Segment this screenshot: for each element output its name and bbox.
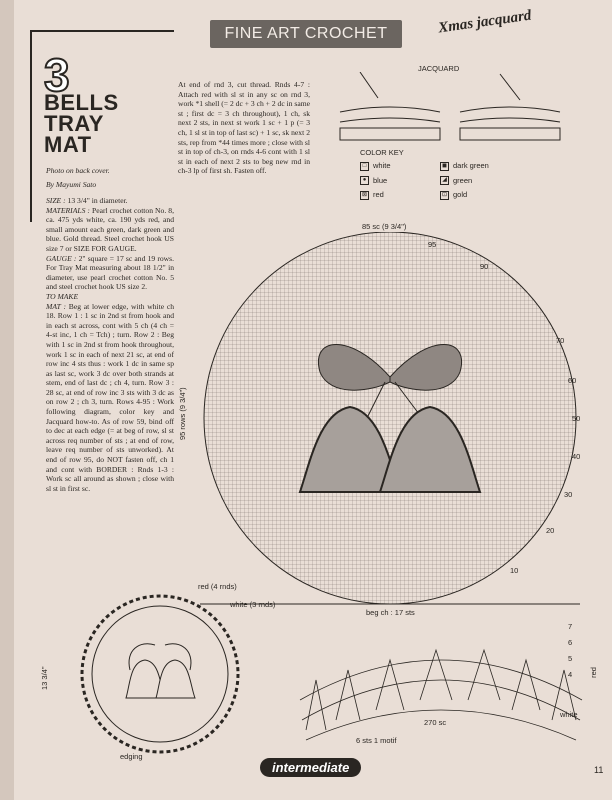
byline: By Mayumi Sato: [46, 180, 97, 189]
section-corner-title: Xmas jacquard: [437, 7, 533, 37]
color-key: [360, 148, 520, 200]
row-tick: 50: [572, 414, 581, 423]
border-round-6: 6: [568, 638, 573, 647]
page-spine: [0, 0, 14, 800]
title-line: TRAY: [44, 111, 104, 136]
title-line: BELLS: [44, 90, 119, 115]
instructions-column-right: At end of rnd 3, cut thread. Rnds 4-7 : Attach red with sl st in any sc on rnd 3, work *1 shell (= 2 dc + 3 ch + 2 dc in same st ; first dc = 3 ch throughout), 1 ch, sk next 2 sts, in next st work 1 sc + 1 p (= 3 ch, 1 sl st in top of last sc) + 1 sc, sk next 2 sts, rep from *44 times more ; close with sl st in top of ch-3, on rnds 4-6 cont with 1 sl st in each of next 2 sts to beg new rnd in ch-3 lp of first sh. Fasten off.: [178, 80, 311, 176]
diagram-diameter: 13 3/4": [40, 666, 49, 690]
skill-level-badge: intermediate: [260, 758, 361, 777]
pattern-title: [44, 92, 119, 155]
border-white-label: white: [560, 710, 578, 719]
chart-width-label: 85 sc (9 3/4"): [362, 222, 407, 231]
instructions-column-left: [46, 196, 174, 493]
size-text: 13 3/4" in diameter.: [67, 196, 128, 205]
border-count: 270 sc: [424, 718, 447, 727]
chart-beg-label: beg ch : 17 sts: [366, 608, 415, 617]
mat-label: MAT :: [46, 301, 67, 311]
chart-height-label: 95 rows (9 3/4"): [178, 387, 187, 440]
key-white: □ white: [360, 161, 440, 171]
key-blue: ● blue: [360, 176, 440, 186]
row-tick: 40: [572, 452, 581, 461]
key-green: ◢ green: [440, 176, 520, 186]
border-red-label: red: [588, 667, 598, 678]
photo-note: Photo on back cover.: [46, 166, 110, 175]
jacquard-diagram: [330, 72, 570, 144]
row-tick: 95: [428, 240, 437, 249]
materials-label: MATERIALS :: [46, 205, 90, 215]
gauge-text: 2" square = 17 sc and 19 rows. For Tray Mat measuring about 18 1/2" in diameter, use pearl crochet cotton No. 5 and steel crochet hook US size 2.: [46, 253, 174, 292]
border-round-4: 4: [568, 670, 573, 679]
mat-text: Beg at lower edge, with white ch 18. Row 1 : 1 sc in 2nd st from hook and in each st across, cont with 5 ch (4 ch = 4-st inc, 1 ch = Tch) ; turn. Row 2 : Beg with 1 sc in 2nd st from hook throughout, work 1 sc in each of next 21 sc, at end of row inc 4 sts thus : work 1 dc in same sp as last sc, work 3 dc over both strands at stem, end of last dc ; ch 4, turn. Row 3 : 28 sc, at end of row inc 3 sts with 3 dc as on row 2 ; ch 3, turn. Rows 4-95 : Work following diagram, color key and Jacquard how-to. As of row 59, bind off to dec at each edge (= at beg of row, sl st across req number of sts ; at end of row, leave req number of sts unworked). At end of row 95, do NOT fasten off, ch 1 and cont with BORDER : Rnds 1-3 : Work sc all around as shown ; close with sl st in first sc.: [46, 301, 175, 493]
gauge-label: GAUGE :: [46, 253, 77, 263]
magazine-banner: FINE ART CROCHET: [210, 20, 402, 48]
key-red: ⊠ red: [361, 190, 384, 200]
color-key-title: COLOR KEY: [360, 148, 404, 157]
row-tick: 90: [480, 262, 489, 271]
row-tick: 30: [564, 490, 573, 499]
pattern-number: 3: [44, 49, 70, 101]
page-number: 11: [594, 765, 604, 775]
mat-overview-diagram: [60, 590, 260, 758]
row-tick: 10: [510, 566, 519, 575]
diagram-white-label: white (3 rnds): [230, 600, 276, 609]
border-round-5: 5: [568, 654, 573, 663]
size-label: SIZE :: [46, 196, 66, 205]
border-motif: 6 sts 1 motif: [356, 736, 397, 745]
jacquard-label: JACQUARD: [418, 64, 460, 73]
row-tick: 70: [556, 336, 565, 345]
diagram-red-label: red (4 rnds): [198, 582, 237, 591]
title-line: MAT: [44, 132, 92, 157]
row-tick: 20: [546, 526, 555, 535]
diagram-edging-label: edging: [120, 752, 143, 761]
key-dark-green: ◼ dark green: [442, 161, 489, 170]
border-round-7: 7: [568, 622, 573, 631]
border-stitch-diagram: [296, 620, 586, 750]
to-make-label: TO MAKE: [46, 291, 79, 301]
key-gold: ⊡ gold: [441, 190, 468, 200]
stitch-chart: [200, 232, 600, 622]
row-tick: 60: [568, 376, 577, 385]
materials-text: Pearl crochet cotton No. 8, ca. 475 yds white, ca. 190 yds red, and small amount each green, dark green and blue. Gold thread. Steel crochet hook US size 7 or SIZE FOR GAUGE.: [46, 205, 174, 253]
